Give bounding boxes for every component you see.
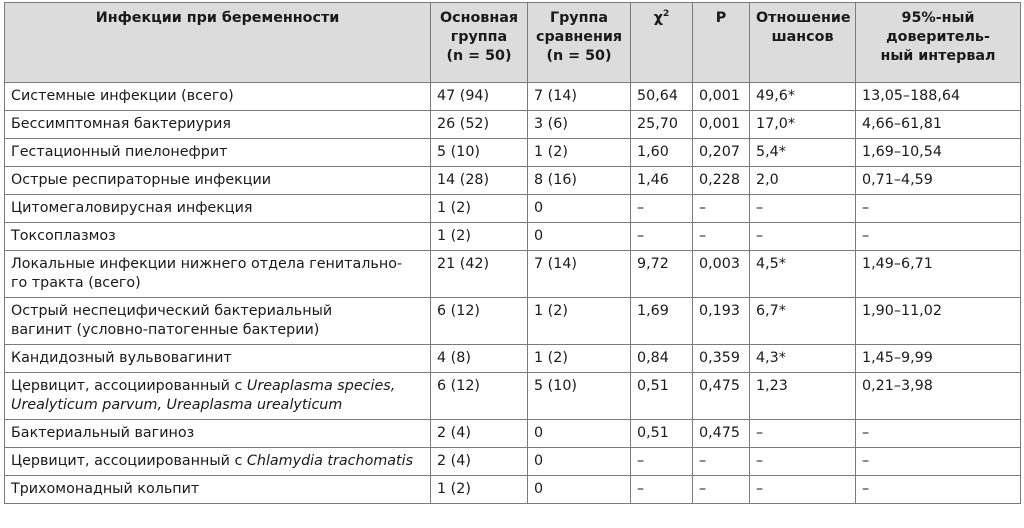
cell-or: 2,0: [750, 167, 856, 195]
header-p: P: [693, 3, 750, 83]
cell-ci: 1,45–9,99: [856, 345, 1021, 373]
cell-main: 21 (42): [431, 251, 528, 298]
cell-or: –: [750, 476, 856, 504]
cell-or: –: [750, 420, 856, 448]
cell-main: 1 (2): [431, 195, 528, 223]
cell-p: –: [693, 448, 750, 476]
cell-p: 0,475: [693, 420, 750, 448]
cell-ci: 4,66–61,81: [856, 111, 1021, 139]
infections-table: [4, 2, 1021, 504]
cell-p: 0,228: [693, 167, 750, 195]
cell-or: 4,3*: [750, 345, 856, 373]
table-row: [5, 420, 1021, 448]
cell-chi: 9,72: [631, 251, 693, 298]
cell-name: Гестационный пиелонефрит: [5, 139, 431, 167]
header-confidence-interval: 95%-ный доверитель- ный интервал: [856, 3, 1021, 83]
cell-main: 5 (10): [431, 139, 528, 167]
cell-main: 1 (2): [431, 476, 528, 504]
cell-comp: 3 (6): [528, 111, 631, 139]
cell-name: Токсоплазмоз: [5, 223, 431, 251]
cell-comp: 1 (2): [528, 139, 631, 167]
header-comparison-group: Группа сравнения (n = 50): [528, 3, 631, 83]
cell-or: 5,4*: [750, 139, 856, 167]
cell-p: 0,359: [693, 345, 750, 373]
cell-name: Локальные инфекции нижнего отдела генитально- го тракта (всего): [5, 251, 431, 298]
cell-comp: 0: [528, 195, 631, 223]
header-main-group: Основная группа (n = 50): [431, 3, 528, 83]
cell-chi: 0,51: [631, 373, 693, 420]
cell-ci: 0,21–3,98: [856, 373, 1021, 420]
cell-comp: 5 (10): [528, 373, 631, 420]
cell-name: Острый неспецифический бактериальный вагинит (условно-патогенные бактерии): [5, 298, 431, 345]
cell-main: 1 (2): [431, 223, 528, 251]
cell-name: Кандидозный вульвовагинит: [5, 345, 431, 373]
cell-main: 4 (8): [431, 345, 528, 373]
cell-p: 0,001: [693, 111, 750, 139]
table-row: [5, 298, 1021, 345]
cell-chi: –: [631, 476, 693, 504]
cell-p: –: [693, 476, 750, 504]
cell-p: 0,207: [693, 139, 750, 167]
cell-ci: –: [856, 448, 1021, 476]
cell-p: 0,193: [693, 298, 750, 345]
cell-or: –: [750, 223, 856, 251]
cell-ci: –: [856, 223, 1021, 251]
cell-p: –: [693, 223, 750, 251]
header-chi-square: $\chi^2$: [631, 3, 693, 83]
table-row: [5, 373, 1021, 420]
table-row: [5, 345, 1021, 373]
cell-comp: 0: [528, 476, 631, 504]
cell-main: 2 (4): [431, 448, 528, 476]
cell-ci: 1,49–6,71: [856, 251, 1021, 298]
cell-comp: 0: [528, 223, 631, 251]
cell-chi: 1,69: [631, 298, 693, 345]
cell-or: 17,0*: [750, 111, 856, 139]
cell-comp: 7 (14): [528, 83, 631, 111]
cell-chi: 0,84: [631, 345, 693, 373]
cell-main: 6 (12): [431, 298, 528, 345]
cell-ci: 1,69–10,54: [856, 139, 1021, 167]
cell-ci: 1,90–11,02: [856, 298, 1021, 345]
cell-comp: 0: [528, 420, 631, 448]
cell-or: 4,5*: [750, 251, 856, 298]
cell-main: 2 (4): [431, 420, 528, 448]
cell-chi: –: [631, 448, 693, 476]
cell-chi: 50,64: [631, 83, 693, 111]
table-row: [5, 223, 1021, 251]
cell-comp: 1 (2): [528, 345, 631, 373]
cell-p: 0,475: [693, 373, 750, 420]
cell-main: 6 (12): [431, 373, 528, 420]
table-row: [5, 476, 1021, 504]
cell-name: Бактериальный вагиноз: [5, 420, 431, 448]
table-row: [5, 83, 1021, 111]
cell-chi: –: [631, 195, 693, 223]
cell-ci: –: [856, 476, 1021, 504]
cell-chi: 1,60: [631, 139, 693, 167]
table-row: [5, 139, 1021, 167]
cell-or: 49,6*: [750, 83, 856, 111]
cell-or: –: [750, 448, 856, 476]
table-row: [5, 448, 1021, 476]
cell-ci: –: [856, 420, 1021, 448]
cell-name: Системные инфекции (всего): [5, 83, 431, 111]
cell-p: –: [693, 195, 750, 223]
cell-chi: 1,46: [631, 167, 693, 195]
cell-name: Цервицит, ассоциированный с Ureaplasma species, Urealyticum parvum, Ureaplasma urealyticum: [5, 373, 431, 420]
cell-comp: 8 (16): [528, 167, 631, 195]
cell-p: 0,001: [693, 83, 750, 111]
table-row: [5, 195, 1021, 223]
cell-chi: 25,70: [631, 111, 693, 139]
cell-name: Цитомегаловирусная инфекция: [5, 195, 431, 223]
cell-name: Бессимптомная бактериурия: [5, 111, 431, 139]
cell-comp: 7 (14): [528, 251, 631, 298]
header-odds-ratio: Отношение шансов: [750, 3, 856, 83]
cell-main: 14 (28): [431, 167, 528, 195]
header-infection: Инфекции при беременности: [5, 3, 431, 83]
cell-ci: 13,05–188,64: [856, 83, 1021, 111]
header-row: [5, 3, 1021, 83]
cell-name: Острые респираторные инфекции: [5, 167, 431, 195]
cell-comp: 1 (2): [528, 298, 631, 345]
cell-comp: 0: [528, 448, 631, 476]
cell-or: –: [750, 195, 856, 223]
cell-chi: 0,51: [631, 420, 693, 448]
cell-main: 26 (52): [431, 111, 528, 139]
table-row: [5, 251, 1021, 298]
cell-p: 0,003: [693, 251, 750, 298]
cell-or: 1,23: [750, 373, 856, 420]
cell-ci: 0,71–4,59: [856, 167, 1021, 195]
cell-chi: –: [631, 223, 693, 251]
cell-or: 6,7*: [750, 298, 856, 345]
cell-name: Цервицит, ассоциированный с Chlamydia trachomatis: [5, 448, 431, 476]
cell-ci: –: [856, 195, 1021, 223]
cell-main: 47 (94): [431, 83, 528, 111]
table-row: [5, 167, 1021, 195]
cell-name: Трихомонадный кольпит: [5, 476, 431, 504]
table-row: [5, 111, 1021, 139]
